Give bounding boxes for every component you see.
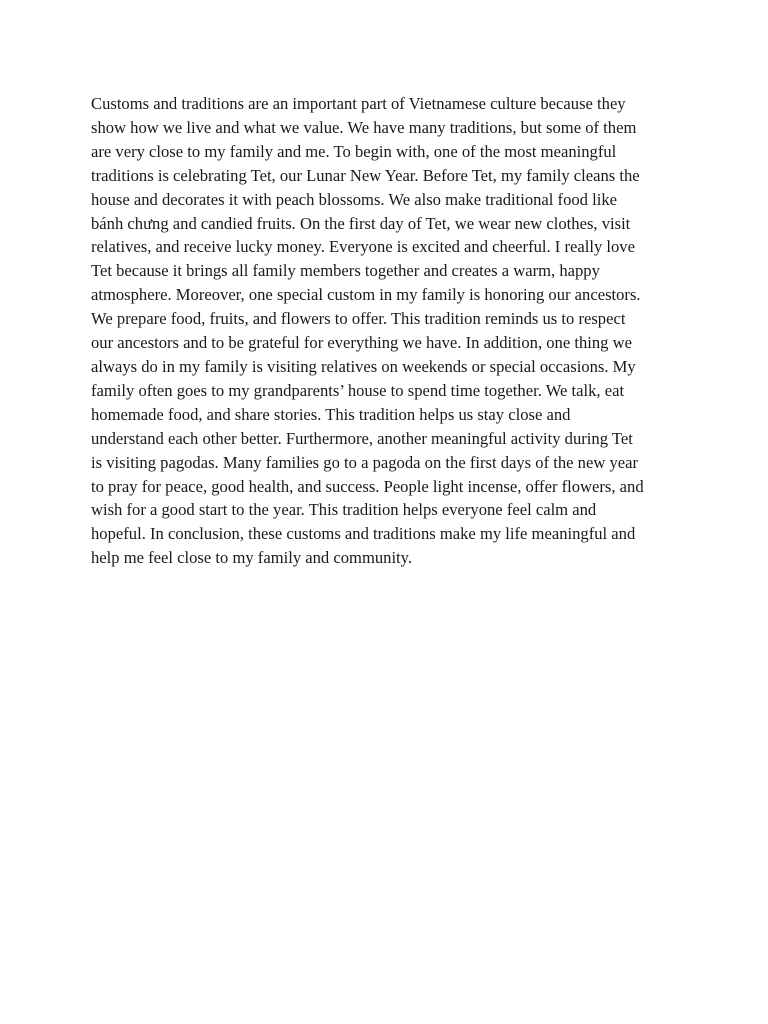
essay-paragraph: Customs and traditions are an important part of Vietnamese culture because they show how we live and what we value. We have many traditions, but some of them are very close to my family and me. To begin with, one of the most meaningful traditions is celebrating Tet, our Lunar New Year. Before Tet, my family cleans the house and decorates it with peach blossoms. We also make traditional food like bánh chưng and candied fruits. On the first day of Tet, we wear new clothes, visit relatives, and receive lucky money. Everyone is excited and cheerful. I really love Tet because it brings all family members together and creates a warm, happy atmosphere. Moreover, one special custom in my family is honoring our ancestors. We prepare food, fruits, and flowers to offer. This tradition reminds us to respect our ancestors and to be grateful for everything we have. In addition, one thing we always do in my family is visiting relatives on weekends or special occasions. My family often goes to my grandparents’ house to spend time together. We talk, eat homemade food, and share stories. This tradition helps us stay close and understand each other better. Furthermore, another meaningful activity during Tet is visiting pagodas. Many families go to a pagoda on the first days of the new year to pray for peace, good health, and success. People light incense, offer flowers, and wish for a good start to the year. This tradition helps everyone feel calm and hopeful. In conclusion, these customs and traditions make my life meaningful and help me feel close to my family and community. — [91, 94, 644, 568]
